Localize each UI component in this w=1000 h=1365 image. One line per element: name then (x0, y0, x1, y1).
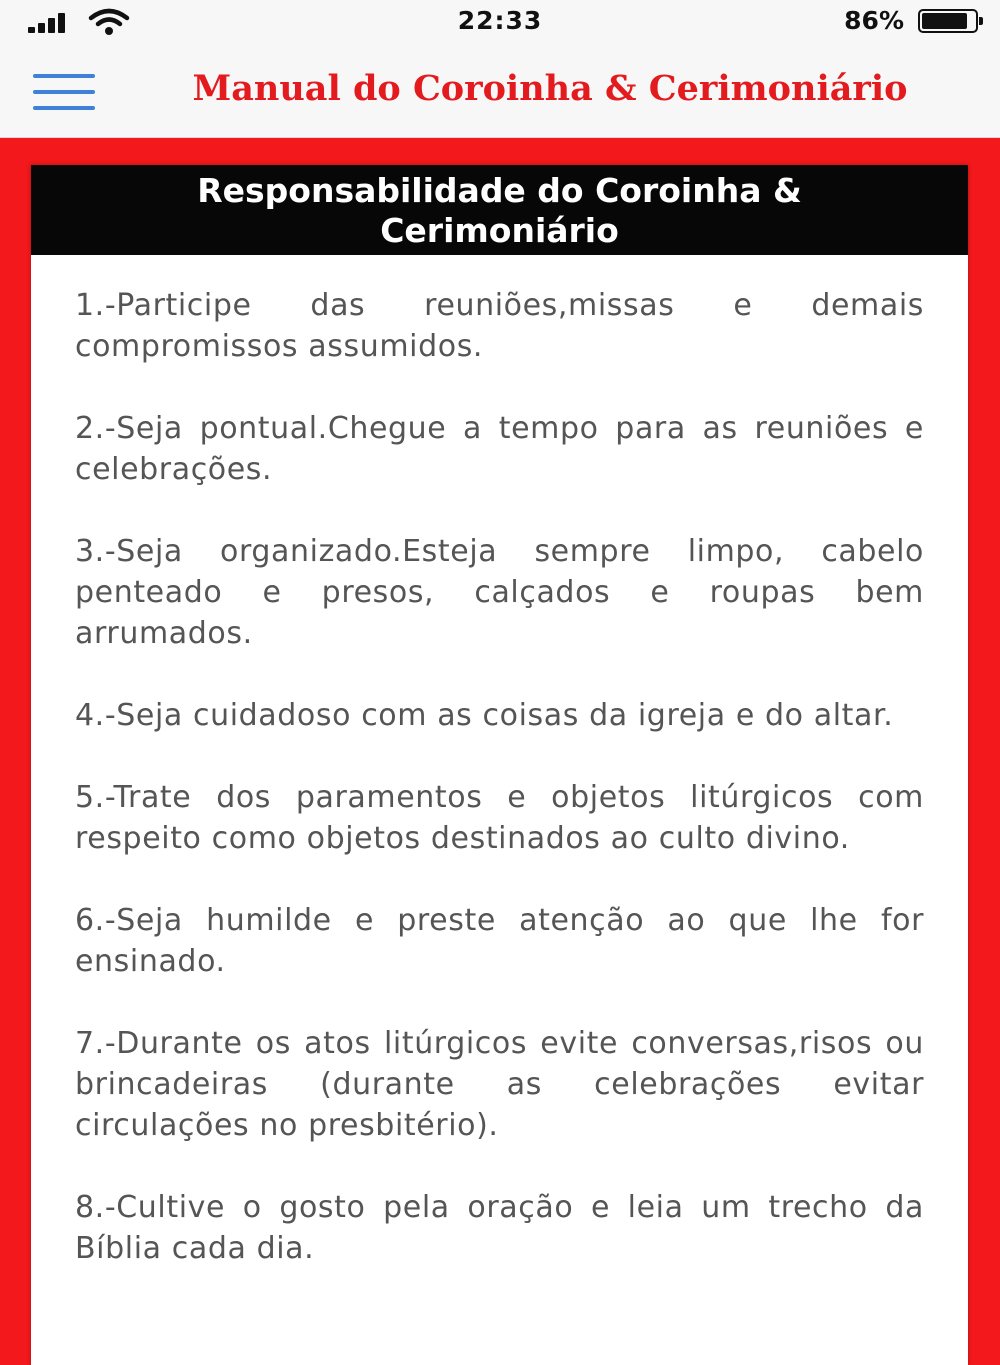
section-title-line2: Cerimoniário (380, 211, 619, 250)
rule-item: 4.-Seja cuidadoso com as coisas da igreja e do altar. (75, 698, 894, 733)
battery-percentage: 86% (844, 6, 904, 35)
rule-item: 6.-Seja humilde e preste atenção ao que lhe for ensinado. (75, 903, 924, 979)
rule-item: 7.-Durante os atos litúrgicos evite conversas,risos ou brincadeiras (durante as celebrações evitar circulações no presbitério). (75, 1026, 924, 1143)
rule-item: 1.-Participe das reuniões,missas e demais compromissos assumidos. (75, 288, 924, 364)
hamburger-menu-icon[interactable] (33, 74, 95, 110)
rules-list (31, 255, 968, 1269)
app-bar (0, 42, 1000, 138)
rule-item: 8.-Cultive o gosto pela oração e leia um trecho da Bíblia cada dia. (75, 1190, 924, 1266)
section-title-line1: Responsabilidade do Coroinha & (197, 171, 802, 210)
status-bar (0, 0, 1000, 42)
section-header (31, 165, 968, 255)
battery-icon (918, 9, 978, 33)
rule-item: 5.-Trate dos paramentos e objetos litúrgicos com respeito como objetos destinados ao culto divino. (75, 780, 924, 856)
app-title: Manual do Coroinha & Cerimoniário (192, 68, 908, 109)
rule-item: 3.-Seja organizado.Esteja sempre limpo, cabelo penteado e presos, calçados e roupas bem arrumados. (75, 534, 924, 651)
rule-item: 2.-Seja pontual.Chegue a tempo para as reuniões e celebrações. (75, 411, 924, 487)
battery-fill (922, 13, 967, 29)
status-time: 22:33 (457, 6, 543, 35)
content-card (31, 165, 968, 1365)
